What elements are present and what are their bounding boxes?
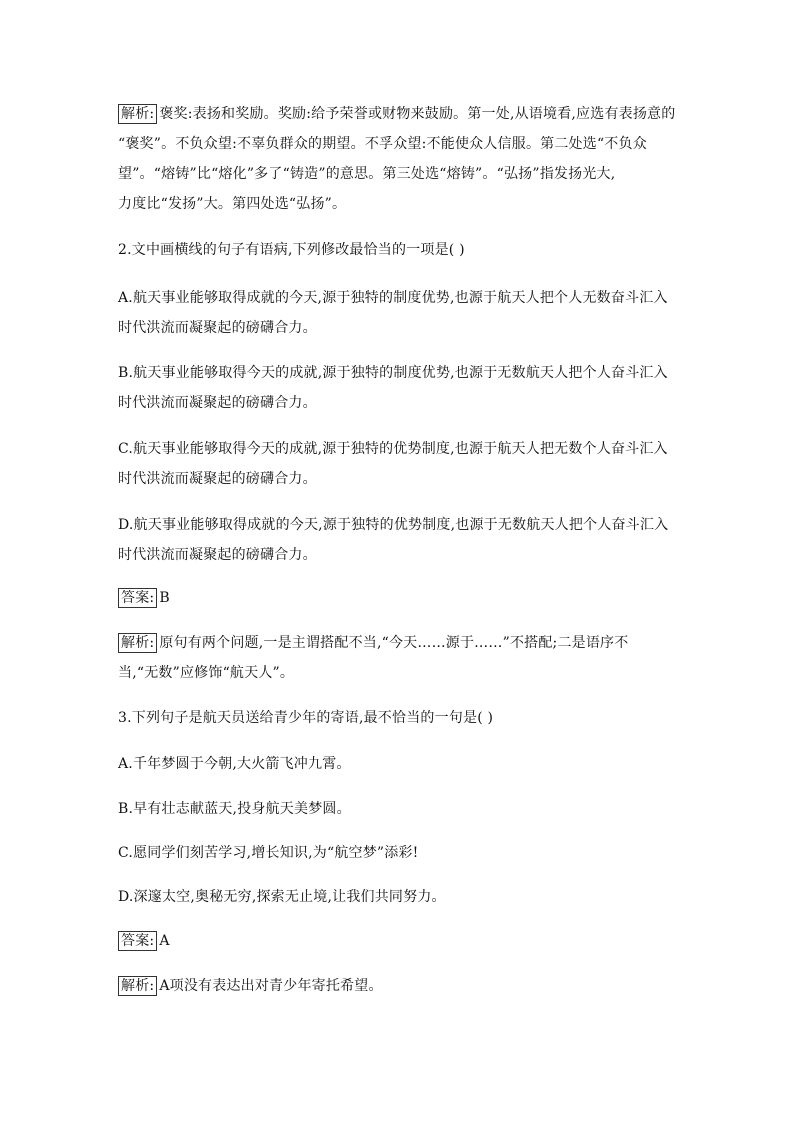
question-3-stem: [118, 703, 688, 733]
option-d-line-2: 时代洪流而凝聚起的磅礴合力。: [118, 547, 317, 563]
analysis-text: 原句有两个问题,一是主谓搭配不当,“今天……源于……”不搭配;二是语序不: [159, 635, 629, 651]
option-b-line-2: 时代洪流而凝聚起的磅礴合力。: [118, 395, 317, 411]
analysis-q1-line-2: “褒奖”。不负众望:不辜负群众的期望。不孚众望:不能使众人信服。第二处选“不负众: [118, 136, 647, 152]
question-2-answer: [118, 583, 688, 613]
question-3-option-a: [118, 749, 688, 779]
question-2-option-b: [118, 358, 688, 418]
answer-line: [118, 583, 688, 613]
analysis-q1-line-3: 望”。“熔铸”比“熔化”多了“铸造”的意思。第三处选“熔铸”。“弘扬”指发扬光大,: [118, 166, 616, 182]
answer-label: 答案:: [118, 588, 157, 608]
option-a-line-1: A.航天事业能够取得成就的今天,源于独特的制度优势,也源于航天人把个人无数奋斗汇入: [118, 290, 668, 306]
question-3-answer: [118, 926, 688, 956]
question-2-option-c: [118, 434, 688, 494]
analysis-q2-line-2: 当,“无数”应修饰“航天人”。: [118, 665, 295, 681]
question-3-text: 3.下列句子是航天员送给青少年的寄语,最不恰当的一句是( ): [118, 710, 494, 726]
analysis-label: 解析:: [118, 976, 157, 996]
analysis-q1: [118, 99, 688, 219]
option-a-line-2: 时代洪流而凝聚起的磅礴合力。: [118, 320, 317, 336]
analysis-text: 褒奖:表扬和奖励。奖励:给予荣誉或财物来鼓励。第一处,从语境看,应选有表扬意的: [159, 106, 676, 122]
option-b-text: B.早有壮志献蓝天,投身航天美梦圆。: [118, 801, 351, 817]
question-2-analysis: [118, 628, 688, 688]
option-d-line-1: D.航天事业能够取得成就的今天,源于独特的优势制度,也源于无数航天人把个人奋斗汇入: [118, 517, 669, 533]
option-c-line-2: 时代洪流而凝聚起的磅礴合力。: [118, 471, 317, 487]
option-d-text: D.深邃太空,奥秘无穷,探索无止境,让我们共同努力。: [118, 889, 446, 905]
answer-value: A: [159, 933, 170, 949]
question-2-option-a: [118, 283, 688, 343]
answer-label: 答案:: [118, 931, 157, 951]
analysis-q3-line: [118, 971, 688, 1001]
answer-line: [118, 926, 688, 956]
question-3-option-d: [118, 882, 688, 912]
option-c-text: C.愿同学们刻苦学习,增长知识,为“航空梦”添彩!: [118, 845, 419, 861]
analysis-q1-line-4: 力度比“发扬”大。第四处选“弘扬”。: [118, 196, 347, 212]
option-c-line-1: C.航天事业能够取得今天的成就,源于独特的优势制度,也源于航天人把无数个人奋斗汇入: [118, 441, 668, 457]
question-3-option-c: [118, 838, 688, 868]
question-3-analysis: [118, 971, 688, 1001]
analysis-label: 解析:: [118, 633, 157, 653]
analysis-q1-line-1: [118, 99, 688, 129]
question-2-text: 2.文中画横线的句子有语病,下列修改最恰当的一项是( ): [118, 242, 465, 258]
answer-value: B: [159, 590, 170, 606]
question-2-option-d: [118, 510, 688, 570]
option-a-text: A.千年梦圆于今朝,大火箭飞冲九霄。: [118, 756, 351, 772]
analysis-q2-line-1: [118, 628, 688, 658]
analysis-label: 解析:: [118, 104, 157, 124]
question-3-option-b: [118, 794, 688, 824]
question-2-stem: [118, 235, 688, 265]
analysis-text: A项没有表达出对青少年寄托希望。: [159, 978, 383, 994]
option-b-line-1: B.航天事业能够取得今天的成就,源于独特的制度优势,也源于无数航天人把个人奋斗汇入: [118, 365, 668, 381]
